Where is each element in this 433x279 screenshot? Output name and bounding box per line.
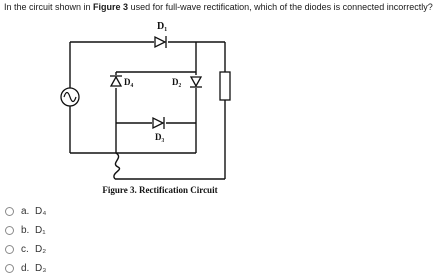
option-letter: c. — [21, 243, 29, 255]
circuit-wires — [70, 42, 225, 179]
diode-d1-icon — [154, 36, 168, 48]
option-d[interactable] — [5, 260, 46, 276]
option-b[interactable] — [5, 222, 46, 238]
option-label: D₁ — [35, 224, 46, 236]
radio-icon[interactable] — [5, 264, 14, 273]
option-label: D₄ — [35, 205, 47, 217]
figure-reference: Figure 3 — [93, 2, 129, 12]
option-label: D₂ — [35, 243, 47, 255]
d3-label: D₃ — [155, 132, 165, 142]
question-text-after: used for full-wave rectification, which of the diodes is connected incorrectly? — [128, 2, 433, 12]
d4-label: D₄ — [124, 77, 134, 87]
diode-d4-icon — [110, 75, 122, 88]
option-a[interactable] — [5, 203, 46, 219]
ac-source-icon — [61, 88, 79, 106]
radio-icon[interactable] — [5, 226, 14, 235]
radio-icon[interactable] — [5, 245, 14, 254]
option-letter: d. — [21, 262, 30, 274]
radio-icon[interactable] — [5, 207, 14, 216]
figure-caption: Figure 3. Rectification Circuit — [102, 185, 218, 195]
d2-label: D₂ — [172, 77, 182, 87]
option-c[interactable] — [5, 241, 46, 257]
d1-label: D₁ — [157, 21, 168, 32]
answer-options — [5, 203, 46, 279]
option-letter: a. — [21, 205, 30, 217]
option-label: D₃ — [35, 262, 47, 274]
diode-d3-icon — [152, 117, 166, 129]
load-resistor-icon — [220, 72, 230, 100]
option-letter: b. — [21, 224, 30, 236]
diode-d2-icon — [190, 75, 202, 88]
question-text-before: In the circuit shown in — [4, 2, 94, 12]
